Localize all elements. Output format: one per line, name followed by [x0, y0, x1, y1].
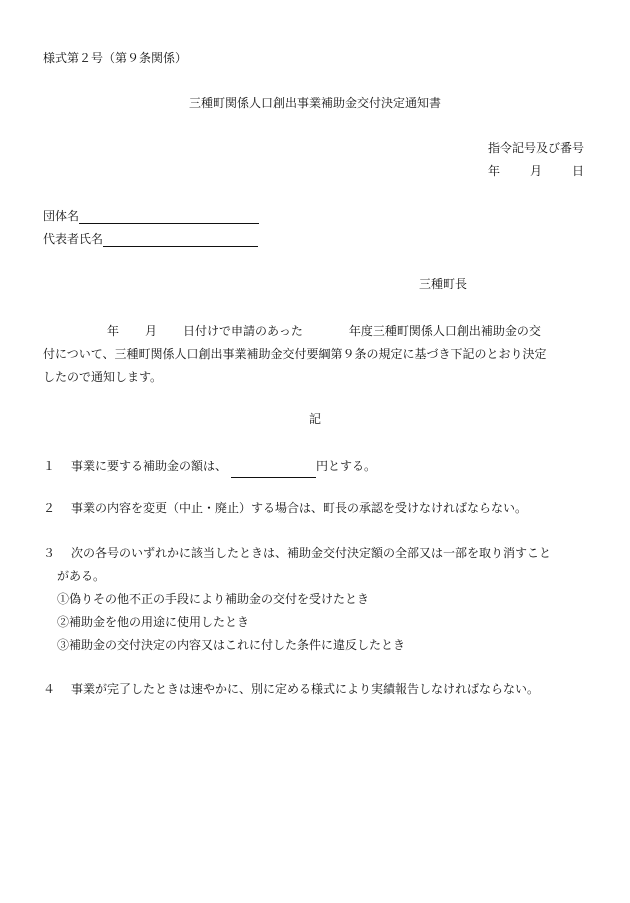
item-number: ３ — [43, 546, 56, 560]
issuer-name: 三種町長 — [419, 277, 468, 291]
body-line-3: したので通知します。 — [43, 370, 163, 384]
notice-body — [43, 320, 588, 389]
item-number: ２ — [43, 501, 56, 515]
representative-row — [43, 231, 258, 247]
sub-item-3: ③補助金の交付決定の内容又はこれに付した条件に違反したとき — [57, 638, 406, 652]
item-number: １ — [43, 459, 56, 473]
date-year: 年 — [487, 164, 500, 178]
document-title: 三種町関係人口創出事業補助金交付決定通知書 — [188, 96, 441, 110]
ki-heading: 記 — [308, 412, 321, 426]
representative-field[interactable] — [103, 232, 258, 247]
sub-item-2: ②補助金を他の用途に使用したとき — [57, 615, 250, 629]
date-day: 日 — [571, 164, 584, 178]
date-month: 月 — [529, 164, 542, 178]
organization-row — [43, 208, 259, 224]
representative-label: 代表者氏名 — [43, 232, 104, 246]
item-number: ４ — [43, 682, 56, 696]
condition-item-4: ４ 事業が完了したときは速やかに、別に定める様式により実績報告しなければならない。 — [43, 678, 588, 701]
body-line-2: 付について、三種町関係人口創出事業補助金交付要綱第９条の規定に基づき下記のとおり決定 — [43, 347, 547, 361]
condition-item-1: １ 事業に要する補助金の額は、 円とする。 — [43, 455, 588, 478]
condition-item-3: ３ 次の各号のいずれかに該当したときは、補助金交付決定額の全部又は一部を取り消すこと がある。 ①偽りその他不正の手段により補助金の交付を受けたとき ②補助金を他の用途に使用したとき ③補助金の交付決定の内容又はこれに付した条件に違反したとき — [43, 542, 588, 657]
sub-item-1: ①偽りその他不正の手段により補助金の交付を受けたとき — [57, 592, 370, 606]
reference-number-label: 指令記号及び番号 — [487, 141, 584, 155]
organization-field[interactable] — [79, 209, 259, 224]
condition-item-2: ２ 事業の内容を変更（中止・廃止）する場合は、町長の承認を受けなければならない。 — [43, 497, 588, 520]
body-line-1: 年 月 日付けで申請のあった 年度三種町関係人口創出補助金の交 — [107, 324, 541, 338]
subsidy-amount-field[interactable] — [231, 463, 316, 478]
issue-date — [488, 163, 584, 179]
organization-label: 団体名 — [43, 209, 80, 223]
form-number: 様式第２号（第９条関係） — [43, 51, 188, 65]
